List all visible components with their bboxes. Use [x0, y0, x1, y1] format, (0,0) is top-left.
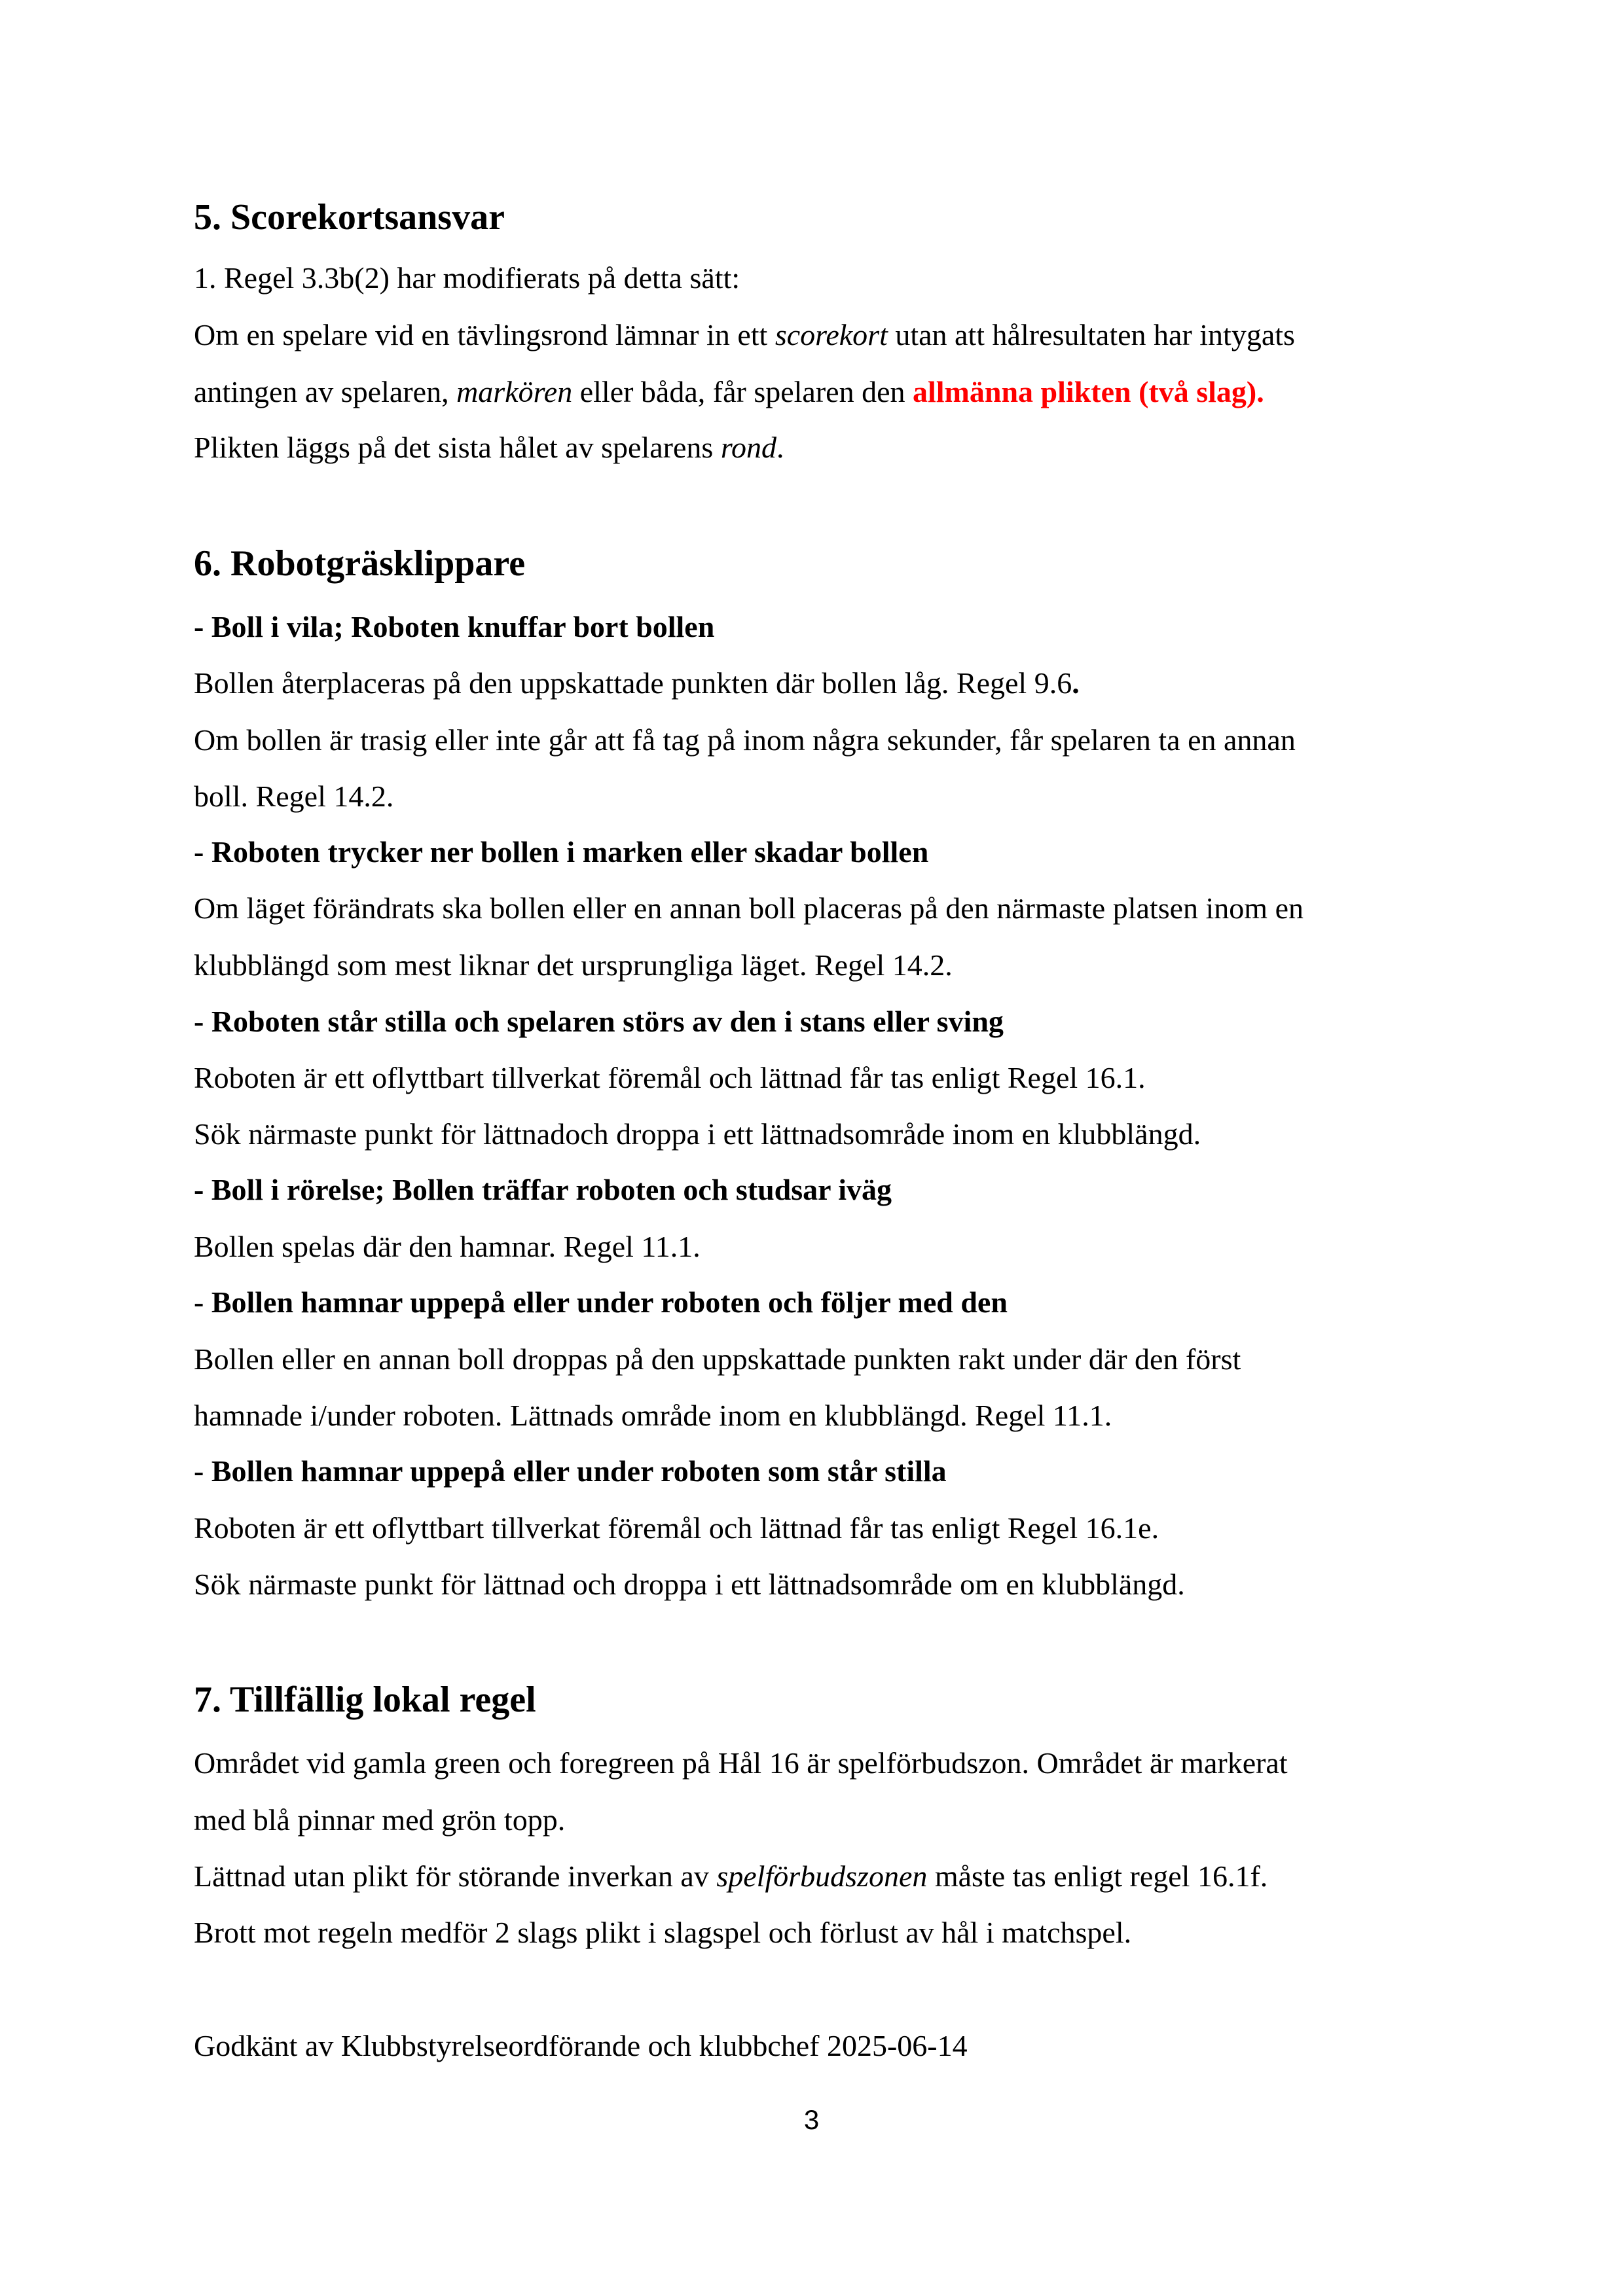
- markoren-term: markören: [456, 375, 573, 408]
- paragraph-line: klubblängd som mest liknar det ursprungliga läget. Regel 14.2.: [194, 948, 953, 982]
- subheading-ball-in-motion: - Boll i rörelse; Bollen träffar roboten och studsar iväg: [194, 1173, 892, 1206]
- section-5-line-2: Om en spelare vid en tävlingsrond lämnar in ett scorekort utan att hålresultaten har intygats: [194, 318, 1295, 351]
- section-5-line-4: Plikten läggs på det sista hålet av spelarens rond.: [194, 431, 784, 464]
- paragraph-line: Området vid gamla green och foregreen på Hål 16 är spelförbudszon. Området är markerat: [194, 1746, 1288, 1780]
- section-7-heading: 7. Tillfällig lokal regel: [194, 1679, 536, 1720]
- rond-term: rond: [720, 431, 777, 464]
- general-penalty-highlight: allmänna plikten (två slag).: [913, 375, 1264, 408]
- paragraph-line: Sök närmaste punkt för lättnadoch droppa i ett lättnadsområde inom en klubblängd.: [194, 1117, 1201, 1151]
- paragraph-line: Roboten är ett oflyttbart tillverkat föremål och lättnad får tas enligt Regel 16.1.: [194, 1061, 1146, 1094]
- subheading-robot-presses-ball: - Roboten trycker ner bollen i marken eller skadar bollen: [194, 835, 929, 869]
- paragraph-line: Sök närmaste punkt för lättnad och droppa i ett lättnadsområde om en klubblängd.: [194, 1568, 1185, 1601]
- subheading-ball-at-rest: - Boll i vila; Roboten knuffar bort bollen: [194, 610, 715, 643]
- paragraph-line: Bollen spelas där den hamnar. Regel 11.1.: [194, 1230, 701, 1263]
- paragraph-line: med blå pinnar med grön topp.: [194, 1803, 566, 1837]
- approval-line: Godkänt av Klubbstyrelseordförande och klubbchef 2025-06-14: [194, 2029, 968, 2062]
- subheading-ball-follows-robot: - Bollen hamnar uppepå eller under roboten och följer med den: [194, 1285, 1008, 1319]
- section-5-heading: 5. Scorekortsansvar: [194, 197, 505, 238]
- section-5-line-3: antingen av spelaren, markören eller båda, får spelaren den allmänna plikten (två slag).: [194, 375, 1264, 408]
- page-number: 3: [803, 2104, 820, 2135]
- paragraph-line: Om läget förändrats ska bollen eller en annan boll placeras på den närmaste platsen inom en: [194, 891, 1304, 925]
- subheading-ball-on-still-robot: - Bollen hamnar uppepå eller under roboten som står stilla: [194, 1454, 947, 1488]
- paragraph-line: Roboten är ett oflyttbart tillverkat föremål och lättnad får tas enligt Regel 16.1e.: [194, 1511, 1159, 1545]
- scorekort-term: scorekort: [775, 318, 888, 351]
- paragraph-line: boll. Regel 14.2.: [194, 780, 394, 813]
- paragraph-line: Bollen eller en annan boll droppas på den uppskattade punkten rakt under där den först: [194, 1342, 1241, 1376]
- subheading-robot-standing-still: - Roboten står stilla och spelaren störs av den i stans eller sving: [194, 1005, 1004, 1038]
- section-6-heading: 6. Robotgräsklippare: [194, 543, 526, 584]
- paragraph-line: Om bollen är trasig eller inte går att få tag på inom några sekunder, får spelaren ta en annan: [194, 723, 1296, 757]
- paragraph-line: Lättnad utan plikt för störande inverkan av spelförbudszonen måste tas enligt regel 16.1f.: [194, 1859, 1268, 1893]
- paragraph-line: Brott mot regeln medför 2 slags plikt i slagspel och förlust av hål i matchspel.: [194, 1916, 1132, 1949]
- paragraph-line: Bollen återplaceras på den uppskattade punkten där bollen låg. Regel 9.6.: [194, 666, 1080, 700]
- section-5-line-1: 1. Regel 3.3b(2) har modifierats på detta sätt:: [194, 261, 740, 295]
- spelforbudszonen-term: spelförbudszonen: [716, 1859, 928, 1893]
- paragraph-line: hamnade i/under roboten. Lättnads område inom en klubblängd. Regel 11.1.: [194, 1399, 1112, 1432]
